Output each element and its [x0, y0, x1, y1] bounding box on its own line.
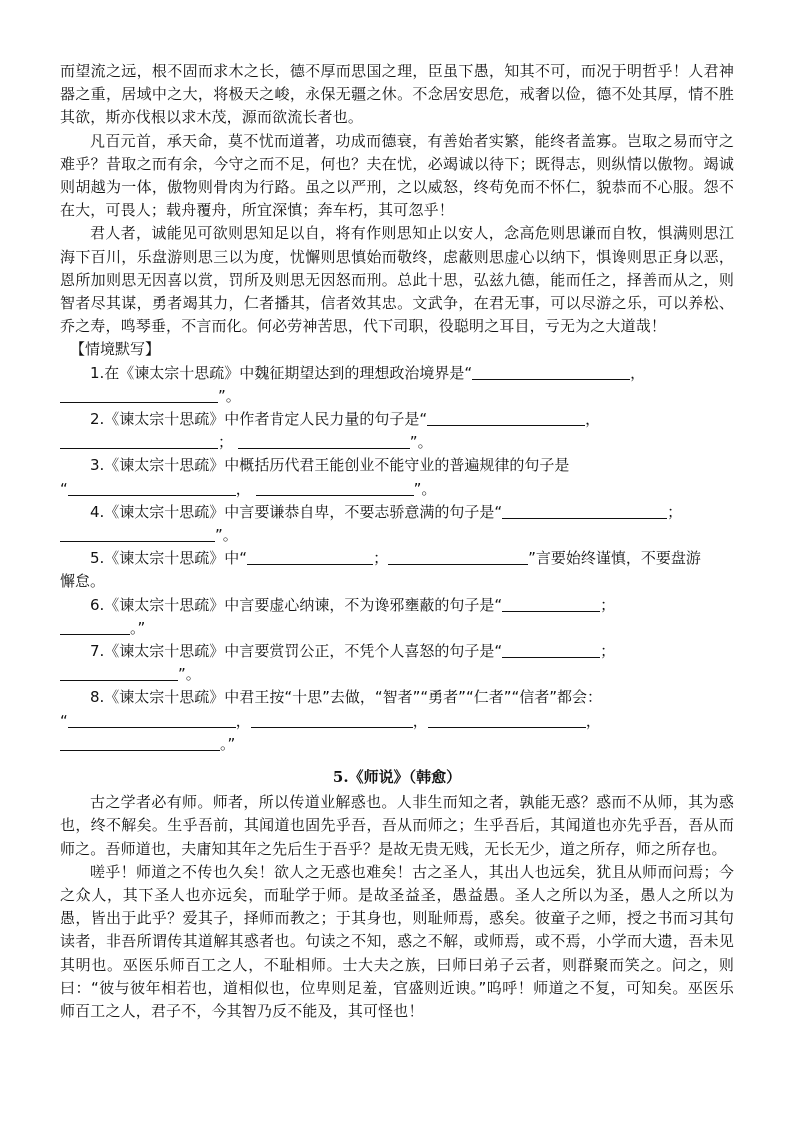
answer-blank[interactable] [60, 619, 130, 635]
question-6 [60, 594, 734, 640]
q1-sep: ， [630, 363, 646, 382]
answer-blank[interactable] [68, 712, 236, 728]
answer-blank[interactable] [60, 433, 218, 449]
answer-blank[interactable] [472, 364, 630, 380]
q6-text: 6.《谏太宗十思疏》中言要虚心纳谏，不为谗邪壅蔽的句子是“ [90, 595, 503, 614]
q3-sep: ， [235, 479, 251, 498]
answer-blank[interactable] [502, 596, 600, 612]
passage2-paragraph-1: 古之学者必有师。师者，所以传道业解惑也。人非生而知之者，孰能无惑？惑而不从师，其为惑也，终不解矣。生乎吾前，其闻道也固先乎吾，吾从而师之；生乎吾后，其闻道也亦先乎吾，吾从而师之。吾师道也，夫庸知其年之先后生于吾乎？是故无贵无贱，无长无少，道之所存，师之所存也。 [60, 793, 734, 858]
q8-sep3: ， [585, 711, 601, 730]
q2-text: 2.《谏太宗十思疏》中作者肯定人民力量的句子是“ [90, 410, 428, 429]
q3-end: ”。 [413, 479, 437, 498]
q8-sep2: ， [412, 711, 428, 730]
q2-end: ”。 [409, 433, 433, 452]
q3-text: 3.《谏太宗十思疏》中概括历代君王能创业不能守业的普遍规律的句子是 [90, 456, 570, 475]
answer-blank[interactable] [427, 410, 585, 426]
document-page [60, 60, 734, 1023]
answer-blank[interactable] [247, 549, 373, 565]
q2-sep: ， [585, 410, 601, 429]
q7-text: 7.《谏太宗十思疏》中言要赏罚公正，不凭个人喜怒的句子是“ [90, 642, 503, 661]
q5-text: 5.《谏太宗十思疏》中“ [90, 549, 248, 568]
passage1-paragraph-1: 而望流之远，根不固而求木之长，德不厚而思国之理，臣虽下愚，知其不可，而况于明哲乎！人君神器之重，居域中之大，将极天之峻，永保无疆之休。不念居安思危，戒奢以俭，德不处其厚，情不胜其欲，斯亦伐根以求木茂，源而欲流长者也。 [60, 62, 734, 127]
answer-blank[interactable] [388, 549, 528, 565]
question-5 [60, 547, 734, 593]
question-2 [60, 408, 734, 454]
question-8 [60, 686, 734, 756]
answer-blank[interactable] [251, 712, 413, 728]
q5-tail: ”言要始终谨慎，不要盘游 [528, 549, 701, 568]
section-heading: 5.《师说》（韩愈） [332, 768, 462, 787]
q7-sep: ； [600, 642, 616, 661]
q8-end: 。” [220, 734, 236, 753]
passage1-paragraph-3: 君人者，诚能见可欲则思知足以自，将有作则思知止以安人，念高危则思谦而自牧，惧满则思江海下百川，乐盘游则思三以为度，忧懈则思慎始而敬终，虑蔽则思虚心以纳下，惧谗则思正身以恶，恩所加则思无因喜以赏，罚所及则思无因怒而刑。总此十思，弘兹九德，能而任之，择善而从之，则智者尽其谋，勇者竭其力，仁者播其，信者效其忠。文武争，在君无事，可以尽游之乐，可以养松、乔之寿，鸣琴垂，不言而化。何必劳神苦思，代下司职，役聪明之耳目，亏无为之大道哉！ [60, 224, 734, 336]
q8-open: “ [60, 711, 68, 730]
q1-text: 1.在《谏太宗十思疏》中魏征期望达到的理想政治境界是“ [90, 363, 473, 382]
passage2-paragraph-2: 嗟乎！师道之不传也久矣！欲人之无惑也难矣！古之圣人，其出人也远矣，犹且从师而问焉；今之众人，其下圣人也亦远矣，而耻学于师。是故圣益圣，愚益愚。圣人之所以为圣，愚人之所以为愚，皆出于此乎？爱其子，择师而教之；于其身也，则耻师焉，惑矣。彼童子之师，授之书而习其句读者，非吾所谓传其道解其惑者也。句读之不知，惑之不解，或师焉，或不焉，小学而大遗，吾未见其明也。巫医乐师百工之人，不耻相师。士大夫之族，曰师曰弟子云者，则群聚而笑之。问之，则曰：“彼与彼年相若也，道相似也，位卑则足羞，官盛则近谀。”呜呼！师道之不复，可知矣。巫医乐师百工之人，君子不，今其智乃反不能及，其可怪也！ [60, 862, 734, 1020]
q3-open: “ [60, 479, 68, 498]
q6-end: 。” [130, 618, 146, 637]
answer-blank[interactable] [502, 503, 667, 519]
q4-sep: ； [667, 502, 683, 521]
answer-blank[interactable] [428, 712, 586, 728]
question-7 [60, 640, 734, 686]
q4-text: 4.《谏太宗十思疏》中言要谦恭自卑，不要志骄意满的句子是“ [90, 502, 503, 521]
answer-blank[interactable] [238, 433, 410, 449]
answer-blank[interactable] [60, 387, 218, 403]
answer-blank[interactable] [60, 526, 215, 542]
q4-end: ”。 [215, 526, 238, 545]
answer-blank[interactable] [256, 480, 414, 496]
q8-sep1: ， [235, 711, 251, 730]
question-1 [60, 362, 734, 408]
answer-blank[interactable] [60, 665, 178, 681]
q1-end: ”。 [218, 386, 241, 405]
q5-end: 懈怠。 [60, 572, 106, 591]
q8-text: 8.《谏太宗十思疏》中君王按“十思”去做，“智者”“勇者”“仁者”“信者”都会： [90, 688, 603, 707]
answer-blank[interactable] [68, 480, 236, 496]
q2-sep2: ； [218, 433, 234, 452]
passage1-paragraph-2: 凡百元首，承天命，莫不忧而道著，功成而德衰，有善始者实繁，能终者盖寡。岂取之易而守之难乎？昔取之而有余，今守之而不足，何也？夫在忧，必竭诚以待下；既得志，则纵情以傲物。竭诚则胡越为一体，傲物则骨肉为行路。虽之以严刑，之以威怒，终苟免而不怀仁，貌恭而不心服。怨不在大，可畏人；载舟覆舟，所宜深慎；奔车朽，其可忽乎！ [60, 131, 734, 220]
question-3 [60, 454, 734, 500]
answer-blank[interactable] [60, 735, 220, 751]
q6-sep: ； [600, 595, 616, 614]
q5-sep: ； [373, 549, 389, 568]
answer-blank[interactable] [502, 642, 600, 658]
question-4 [60, 501, 734, 547]
q7-end: ”。 [178, 665, 201, 684]
section-label: 【情境默写】 [70, 340, 161, 359]
